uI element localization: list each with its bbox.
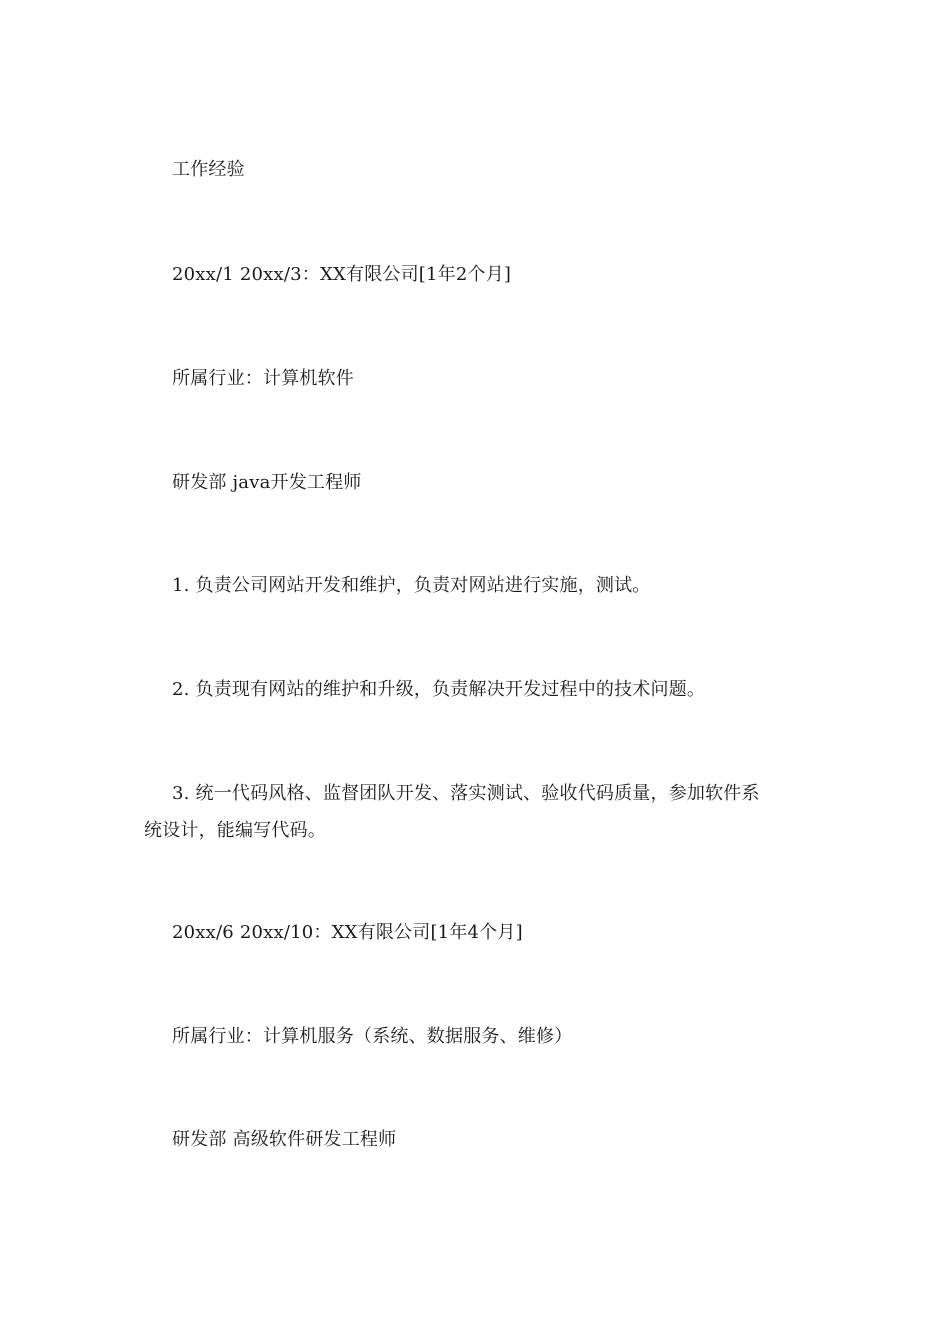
job-1-duty-1: 1. 负责公司网站开发和维护，负责对网站进行实施，测试。 — [172, 575, 651, 596]
job-1-duty-2: 2. 负责现有网站的维护和升级，负责解决开发过程中的技术问题。 — [172, 679, 706, 700]
job-2-industry: 所属行业：计算机服务（系统、数据服务、维修） — [172, 1026, 573, 1047]
job-1-duty-3-continued: 统设计，能编写代码。 — [144, 820, 326, 841]
section-title: 工作经验 — [172, 159, 245, 180]
job-2-position: 研发部 高级软件研发工程师 — [172, 1129, 397, 1150]
job-1-period: 20xx/1 20xx/3：XX有限公司[1年2个月] — [172, 264, 512, 285]
job-1-duty-3: 3. 统一代码风格、监督团队开发、落实测试、验收代码质量，参加软件系 — [172, 783, 760, 804]
job-1-industry: 所属行业：计算机软件 — [172, 368, 354, 389]
job-2-period: 20xx/6 20xx/10：XX有限公司[1年4个月] — [172, 922, 523, 943]
job-1-position: 研发部 java开发工程师 — [172, 472, 362, 493]
